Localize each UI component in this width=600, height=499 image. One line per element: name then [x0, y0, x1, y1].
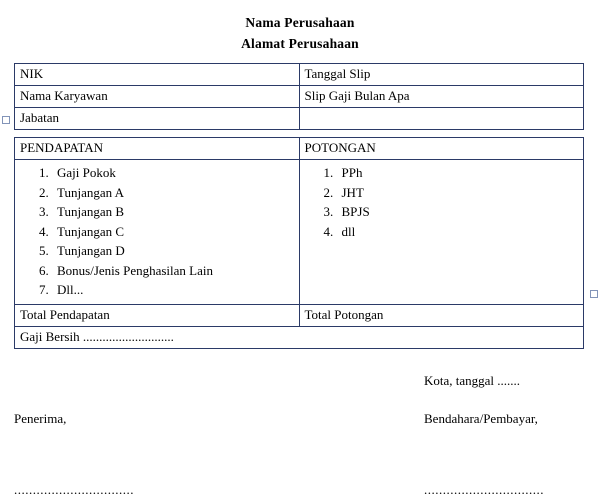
- receiver-label: Penerima,: [14, 410, 67, 426]
- employee-info-table: [14, 63, 584, 130]
- page-anchor-left-icon: [2, 116, 10, 124]
- table-row: [15, 108, 584, 130]
- table-row: [15, 86, 584, 108]
- page-anchor-right-icon: [590, 290, 598, 298]
- table-row-totals: [15, 304, 584, 326]
- cell-jabatan-label: Jabatan: [15, 108, 300, 130]
- list-item: 2. JHT: [337, 183, 579, 203]
- city-date: Kota, tanggal .......: [424, 372, 521, 388]
- list-item: 3. BPJS: [337, 202, 579, 222]
- list-item: 4. dll: [337, 222, 579, 242]
- spacer-left: [14, 371, 424, 409]
- cell-potongan-heading: POTONGAN: [299, 138, 584, 160]
- cell-total-pendapatan-label: Total Pendapatan: [15, 304, 300, 326]
- cell-empty: [299, 108, 584, 130]
- list-item: 5. Tunjangan D: [52, 241, 294, 261]
- table-row-headings: [15, 138, 584, 160]
- table-row-items: [15, 160, 584, 305]
- list-item: 1. PPh: [337, 163, 579, 183]
- company-name: Nama Perusahaan: [245, 15, 355, 30]
- receiver-signature-line: ................................: [14, 481, 134, 497]
- list-item: 1. Gaji Pokok: [52, 163, 294, 183]
- payer-label: Bendahara/Pembayar,: [424, 410, 538, 426]
- cell-slip-gaji-bulan-label: Slip Gaji Bulan Apa: [299, 86, 584, 108]
- cell-deduction-list: [299, 160, 584, 305]
- cell-nik-label: NIK: [15, 64, 300, 86]
- signature-area: [14, 371, 584, 499]
- cell-nama-karyawan-label: Nama Karyawan: [15, 86, 300, 108]
- payer-signature-line: ................................: [424, 481, 544, 497]
- cell-total-potongan-label: Total Potongan: [299, 304, 584, 326]
- list-item: 3. Tunjangan B: [52, 202, 294, 222]
- cell-income-list: [15, 160, 300, 305]
- signature-labels-row: [14, 409, 584, 428]
- list-item: 6. Bonus/Jenis Penghasilan Lain: [52, 261, 294, 281]
- document-header: [14, 12, 586, 54]
- cell-gaji-bersih-label: Gaji Bersih ............................: [15, 326, 584, 348]
- list-item: 7. Dll...: [52, 280, 294, 300]
- cell-pendapatan-heading: PENDAPATAN: [15, 138, 300, 160]
- city-date-row: [14, 371, 584, 409]
- table-row: [15, 64, 584, 86]
- signature-lines-row: [14, 480, 584, 499]
- cell-tanggal-slip-label: Tanggal Slip: [299, 64, 584, 86]
- earnings-deductions-table: [14, 137, 584, 349]
- list-item: 4. Tunjangan C: [52, 222, 294, 242]
- company-address: Alamat Perusahaan: [241, 36, 359, 51]
- deduction-item-list: [305, 163, 579, 241]
- income-item-list: [20, 163, 294, 300]
- list-item: 2. Tunjangan A: [52, 183, 294, 203]
- table-row-net: [15, 326, 584, 348]
